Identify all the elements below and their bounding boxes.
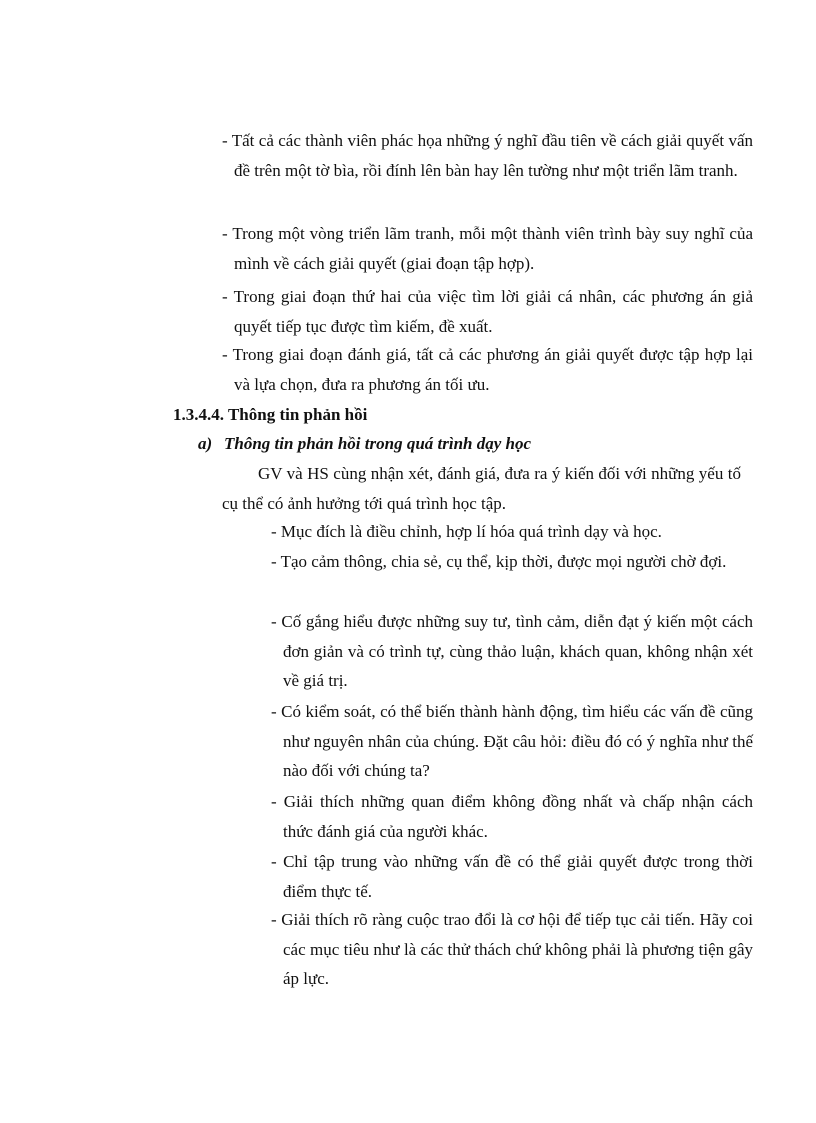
section-heading: 1.3.4.4. Thông tin phản hồi	[173, 405, 368, 424]
list-item: - Tất cả các thành viên phác họa những ý nghĩ đầu tiên về cách giải quyết vấn đề trên một tờ bìa, rồi đính lên bàn hay lên tường như một triển lãm tranh.	[222, 131, 753, 180]
list-item: - Có kiểm soát, có thể biến thành hành động, tìm hiểu các vấn đề cũng như nguyên nhân của chúng. Đặt câu hỏi: điều đó có ý nghĩa như thế nào đối với chúng ta?	[271, 702, 753, 780]
list-item: - Tạo cảm thông, chia sẻ, cụ thể, kịp thời, được mọi người chờ đợi.	[271, 552, 727, 571]
list-item: - Trong giai đoạn đánh giá, tất cả các phương án giải quyết được tập hợp lại và lựa chọn, đưa ra phương án tối ưu.	[222, 345, 753, 394]
list-item: - Trong giai đoạn thứ hai của việc tìm lời giải cá nhân, các phương án giả quyết tiếp tục được tìm kiếm, đề xuất.	[222, 287, 753, 336]
subsection-marker: a)	[198, 434, 213, 453]
list-item: - Cố gắng hiểu được những suy tư, tình cảm, diễn đạt ý kiến một cách đơn giản và có trình tự, cùng thảo luận, khách quan, không nhận xét về giá trị.	[271, 612, 753, 690]
list-item: - Giải thích rõ ràng cuộc trao đổi là cơ hội để tiếp tục cải tiến. Hãy coi các mục tiêu như là các thử thách chứ không phải là phương tiện gây áp lực.	[271, 910, 753, 988]
list-item: - Mục đích là điều chỉnh, hợp lí hóa quá trình dạy và học.	[271, 522, 662, 541]
list-item: - Giải thích những quan điểm không đồng nhất và chấp nhận cách thức đánh giá của người khác.	[271, 792, 753, 841]
list-item: - Chỉ tập trung vào những vấn đề có thể giải quyết được trong thời điểm thực tế.	[271, 852, 753, 901]
body-paragraph: GV và HS cùng nhận xét, đánh giá, đưa ra ý kiến đối với những yếu tố cụ thể có ảnh hưởng tới quá trình học tập.	[222, 464, 741, 513]
subsection-title: Thông tin phản hồi trong quá trình dạy học	[224, 434, 532, 453]
list-item: - Trong một vòng triển lãm tranh, mỗi một thành viên trình bày suy nghĩ của mình về cách giải quyết (giai đoạn tập hợp).	[222, 224, 753, 273]
subsection-heading	[198, 429, 531, 459]
